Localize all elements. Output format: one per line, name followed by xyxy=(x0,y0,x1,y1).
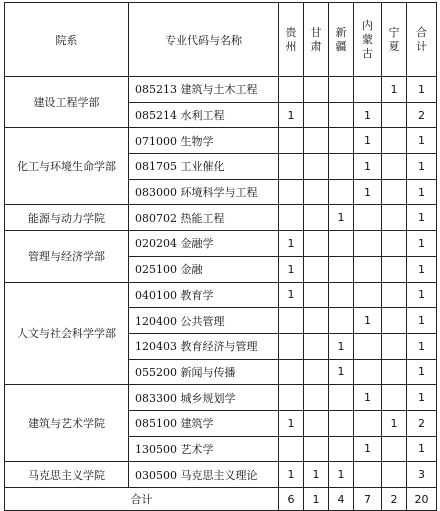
province-count-cell xyxy=(329,410,354,436)
province-count-cell xyxy=(279,154,304,180)
major-name: 085214 水利工程 xyxy=(129,102,279,128)
footer-count: 6 xyxy=(279,488,304,511)
province-count-cell xyxy=(279,308,304,334)
province-count-cell xyxy=(382,462,407,488)
province-count-cell xyxy=(329,282,354,308)
province-count-cell xyxy=(382,282,407,308)
major-name: 055200 新闻与传播 xyxy=(129,359,279,385)
province-count-cell: 1 xyxy=(279,102,304,128)
province-count-cell xyxy=(382,231,407,257)
row-total-cell: 2 xyxy=(407,102,437,128)
province-count-cell xyxy=(382,385,407,411)
province-count-cell xyxy=(382,179,407,205)
row-total-cell: 1 xyxy=(407,308,437,334)
province-count-cell: 1 xyxy=(304,462,329,488)
row-total-cell: 1 xyxy=(407,256,437,282)
province-count-cell xyxy=(279,179,304,205)
header-province-ningxia: 宁夏 xyxy=(382,3,407,77)
table-row xyxy=(5,282,437,308)
major-name: 120400 公共管理 xyxy=(129,308,279,334)
header-major: 专业代码与名称 xyxy=(129,3,279,77)
department-name: 能源与动力学院 xyxy=(5,205,129,231)
major-name: 085100 建筑学 xyxy=(129,410,279,436)
province-count-cell: 1 xyxy=(354,102,382,128)
province-count-cell xyxy=(304,308,329,334)
province-count-cell: 1 xyxy=(279,282,304,308)
province-count-cell xyxy=(329,231,354,257)
province-count-cell xyxy=(279,128,304,154)
province-count-cell xyxy=(329,436,354,462)
row-total-cell: 2 xyxy=(407,410,437,436)
footer-label: 合计 xyxy=(5,488,279,511)
province-count-cell xyxy=(329,154,354,180)
table-row xyxy=(5,205,437,231)
table-body xyxy=(5,77,437,488)
province-count-cell: 1 xyxy=(382,410,407,436)
row-total-cell: 3 xyxy=(407,462,437,488)
province-count-cell xyxy=(304,102,329,128)
province-count-cell: 1 xyxy=(279,231,304,257)
footer-count: 7 xyxy=(354,488,382,511)
province-count-cell xyxy=(304,282,329,308)
province-count-cell xyxy=(382,102,407,128)
footer-row xyxy=(5,488,437,511)
footer-total: 20 xyxy=(407,488,437,511)
header-province-gansu: 甘肃 xyxy=(304,3,329,77)
province-count-cell xyxy=(382,256,407,282)
row-total-cell: 1 xyxy=(407,77,437,103)
province-count-cell: 1 xyxy=(279,256,304,282)
header-province-guizhou: 贵州 xyxy=(279,3,304,77)
province-count-cell: 1 xyxy=(279,410,304,436)
header-dept: 院系 xyxy=(5,3,129,77)
province-count-cell xyxy=(354,462,382,488)
row-total-cell: 1 xyxy=(407,128,437,154)
province-count-cell: 1 xyxy=(329,205,354,231)
department-name: 化工与环境生命学部 xyxy=(5,128,129,205)
province-count-cell xyxy=(382,205,407,231)
province-count-cell xyxy=(279,359,304,385)
footer-count: 2 xyxy=(382,488,407,511)
province-count-cell: 1 xyxy=(354,179,382,205)
major-name: 083000 环境科学与工程 xyxy=(129,179,279,205)
province-count-cell xyxy=(279,385,304,411)
province-count-cell xyxy=(329,179,354,205)
province-count-cell xyxy=(304,154,329,180)
major-name: 081705 工业催化 xyxy=(129,154,279,180)
major-name: 080702 热能工程 xyxy=(129,205,279,231)
province-count-cell: 1 xyxy=(279,462,304,488)
row-total-cell: 1 xyxy=(407,359,437,385)
province-count-cell xyxy=(304,179,329,205)
province-count-cell xyxy=(354,231,382,257)
province-count-cell xyxy=(304,333,329,359)
major-name: 085213 建筑与土木工程 xyxy=(129,77,279,103)
province-count-cell: 1 xyxy=(382,77,407,103)
header-province-xinjiang: 新疆 xyxy=(329,3,354,77)
province-count-cell xyxy=(304,231,329,257)
province-count-cell xyxy=(382,436,407,462)
province-count-cell xyxy=(354,410,382,436)
province-count-cell xyxy=(304,205,329,231)
table-row xyxy=(5,385,437,411)
row-total-cell: 1 xyxy=(407,154,437,180)
province-count-cell xyxy=(279,205,304,231)
province-count-cell xyxy=(304,256,329,282)
province-count-cell xyxy=(304,410,329,436)
major-name: 025100 金融 xyxy=(129,256,279,282)
province-count-cell xyxy=(304,436,329,462)
province-count-cell xyxy=(382,333,407,359)
province-count-cell: 1 xyxy=(354,308,382,334)
row-total-cell: 1 xyxy=(407,231,437,257)
table-row xyxy=(5,462,437,488)
table-row xyxy=(5,128,437,154)
province-count-cell xyxy=(354,333,382,359)
province-count-cell: 1 xyxy=(354,128,382,154)
province-count-cell: 1 xyxy=(354,436,382,462)
province-count-cell xyxy=(304,385,329,411)
table-row xyxy=(5,77,437,103)
quota-table-sheet xyxy=(4,2,436,506)
major-name: 020204 金融学 xyxy=(129,231,279,257)
department-name: 建筑与艺术学院 xyxy=(5,385,129,462)
row-total-cell: 1 xyxy=(407,282,437,308)
province-count-cell xyxy=(304,128,329,154)
province-count-cell: 1 xyxy=(354,154,382,180)
header-province-neimenggu: 内蒙古 xyxy=(354,3,382,77)
province-count-cell xyxy=(329,102,354,128)
province-count-cell xyxy=(304,77,329,103)
province-count-cell xyxy=(279,436,304,462)
footer-count: 4 xyxy=(329,488,354,511)
major-name: 130500 艺术学 xyxy=(129,436,279,462)
province-count-cell xyxy=(354,205,382,231)
major-name: 030500 马克思主义理论 xyxy=(129,462,279,488)
row-total-cell: 1 xyxy=(407,436,437,462)
province-count-cell xyxy=(279,77,304,103)
province-count-cell xyxy=(382,128,407,154)
footer-count: 1 xyxy=(304,488,329,511)
province-count-cell xyxy=(354,77,382,103)
province-count-cell: 1 xyxy=(354,385,382,411)
province-count-cell xyxy=(329,256,354,282)
province-count-cell xyxy=(382,308,407,334)
department-name: 马克思主义学院 xyxy=(5,462,129,488)
row-total-cell: 1 xyxy=(407,205,437,231)
major-name: 040100 教育学 xyxy=(129,282,279,308)
province-count-cell xyxy=(354,282,382,308)
province-count-cell xyxy=(304,359,329,385)
province-count-cell: 1 xyxy=(329,333,354,359)
province-count-cell xyxy=(382,154,407,180)
table-row xyxy=(5,231,437,257)
header-total: 合计 xyxy=(407,3,437,77)
province-count-cell xyxy=(329,128,354,154)
header-row xyxy=(5,3,437,77)
department-name: 管理与经济学部 xyxy=(5,231,129,282)
province-count-cell xyxy=(279,333,304,359)
department-name: 人文与社会科学学部 xyxy=(5,282,129,385)
province-count-cell xyxy=(329,77,354,103)
major-name: 083300 城乡规划学 xyxy=(129,385,279,411)
province-count-cell xyxy=(354,359,382,385)
major-name: 120403 教育经济与管理 xyxy=(129,333,279,359)
row-total-cell: 1 xyxy=(407,333,437,359)
province-count-cell: 1 xyxy=(329,462,354,488)
row-total-cell: 1 xyxy=(407,179,437,205)
row-total-cell: 1 xyxy=(407,385,437,411)
province-count-cell xyxy=(382,359,407,385)
province-count-cell: 1 xyxy=(329,359,354,385)
major-name: 071000 生物学 xyxy=(129,128,279,154)
department-name: 建设工程学部 xyxy=(5,77,129,128)
province-count-cell xyxy=(329,385,354,411)
province-count-cell xyxy=(354,256,382,282)
quota-table xyxy=(4,2,437,511)
province-count-cell xyxy=(329,308,354,334)
